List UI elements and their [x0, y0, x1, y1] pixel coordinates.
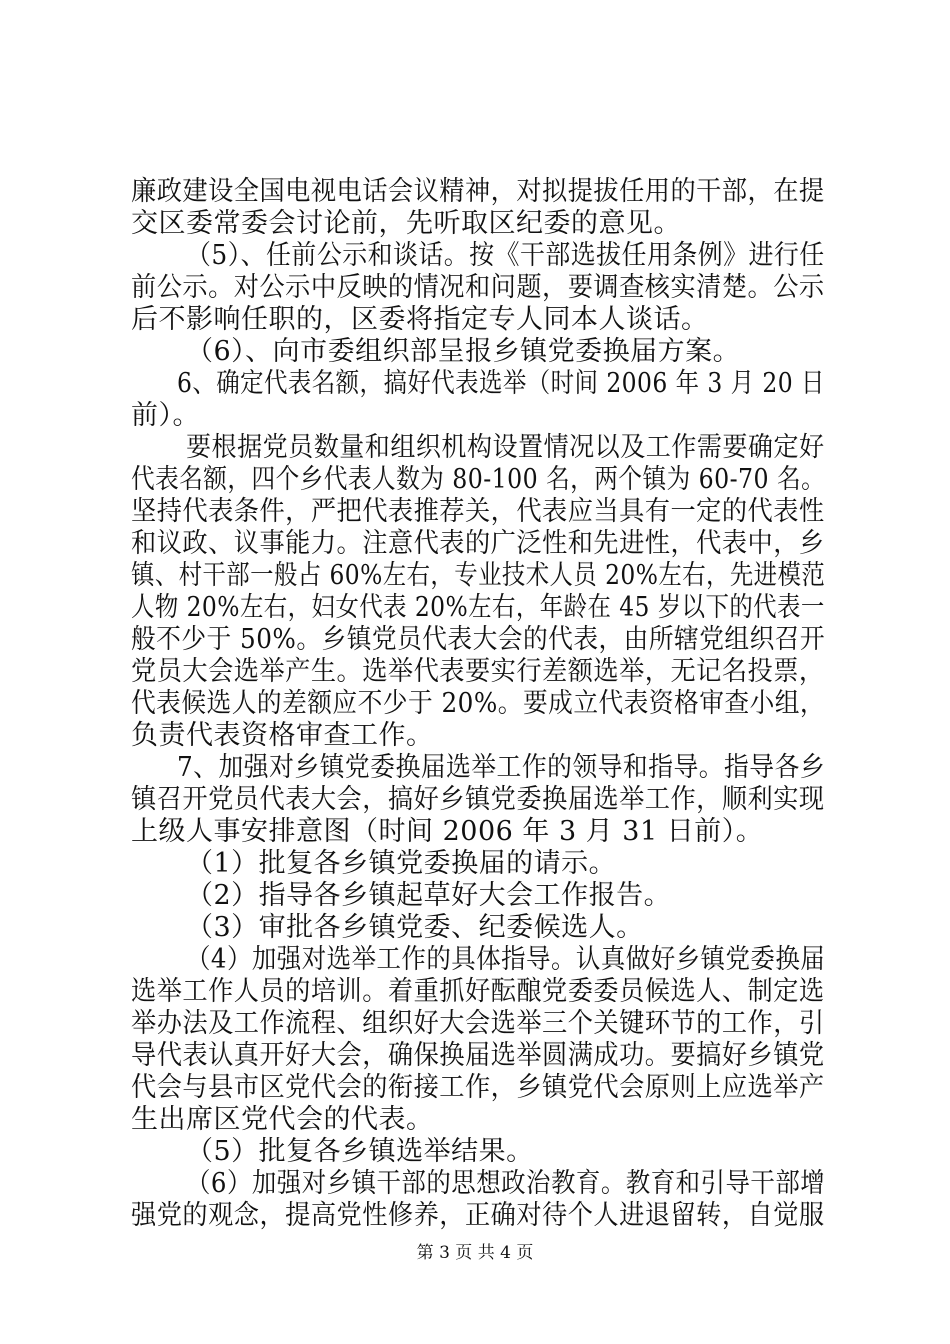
text-line-3: （5）、任前公示和谈话。按《干部选拔任用条例》进行任 — [186, 240, 825, 271]
text-line-20: 镇召开党员代表大会，搞好乡镇党委换届选举工作，顺利实现 — [131, 784, 825, 815]
text-line-31: （5）批复各乡镇选举结果。 — [186, 1136, 534, 1167]
text-line-29: 代会与县市区党代会的衔接工作，乡镇党代会原则上应选举产 — [131, 1072, 825, 1103]
text-line-32: （6）加强对乡镇干部的思想政治教育。教育和引导干部增 — [186, 1168, 826, 1199]
text-line-1: 廉政建设全国电视电话会议精神，对拟提拔任用的干部，在提 — [131, 176, 825, 207]
text-line-33: 强党的观念，提高党性修养，正确对待个人进退留转，自觉服 — [131, 1200, 825, 1231]
text-line-27: 举办法及工作流程、组织好大会选举三个关键环节的工作，引 — [131, 1008, 825, 1039]
text-line-7: 6、确定代表名额，搞好代表选举（时间 2006 年 3 月 20 日 — [177, 368, 825, 399]
text-line-30: 生出席区党代会的代表。 — [131, 1104, 434, 1135]
text-line-13: 镇、村干部一般占 60%左右，专业技术人员 20%左右，先进模范 — [131, 560, 826, 591]
text-line-22: （1）批复各乡镇党委换届的请示。 — [186, 848, 617, 879]
text-line-15: 般不少于 50%。乡镇党员代表大会的代表，由所辖党组织召开 — [131, 624, 826, 655]
page-footer: 第 3 页 共 4 页 — [416, 1243, 534, 1263]
text-line-6: （6）、向市委组织部呈报乡镇党委换届方案。 — [186, 336, 741, 367]
text-line-11: 坚持代表条件，严把代表推荐关，代表应当具有一定的代表性 — [131, 496, 825, 527]
text-line-14: 人物 20%左右，妇女代表 20%左右，年龄在 45 岁以下的代表一 — [131, 592, 825, 623]
text-line-17: 代表候选人的差额应不少于 20%。要成立代表资格审查小组， — [131, 688, 826, 719]
text-line-19: 7、加强对乡镇党委换届选举工作的领导和指导。指导各乡 — [177, 752, 826, 783]
text-line-2: 交区委常委会讨论前，先听取区纪委的意见。 — [131, 208, 681, 239]
text-line-21: 上级人事安排意图（时间 2006 年 3 月 31 日前）。 — [131, 816, 764, 847]
text-line-8: 前）。 — [131, 400, 200, 431]
text-line-10: 代表名额，四个乡代表人数为 80-100 名，两个镇为 60-70 名。 — [131, 464, 826, 495]
text-line-4: 前公示。对公示中反映的情况和问题，要调查核实清楚。公示 — [131, 272, 825, 303]
text-line-18: 负责代表资格审查工作。 — [131, 720, 434, 751]
text-line-12: 和议政、议事能力。注意代表的广泛性和先进性，代表中，乡 — [131, 528, 825, 559]
text-line-28: 导代表认真开好大会，确保换届选举圆满成功。要搞好乡镇党 — [131, 1040, 825, 1071]
text-line-26: 选举工作人员的培训。着重抓好酝酿党委委员候选人、制定选 — [131, 976, 825, 1007]
text-line-16: 党员大会选举产生。选举代表要实行差额选举，无记名投票， — [131, 656, 825, 687]
text-line-9: 要根据党员数量和组织机构设置情况以及工作需要确定好 — [186, 432, 825, 463]
text-line-25: （4）加强对选举工作的具体指导。认真做好乡镇党委换届 — [186, 944, 826, 975]
text-line-23: （2）指导各乡镇起草好大会工作报告。 — [186, 880, 672, 911]
text-line-5: 后不影响任职的，区委将指定专人同本人谈话。 — [131, 304, 709, 335]
text-line-24: （3）审批各乡镇党委、纪委候选人。 — [186, 912, 644, 943]
